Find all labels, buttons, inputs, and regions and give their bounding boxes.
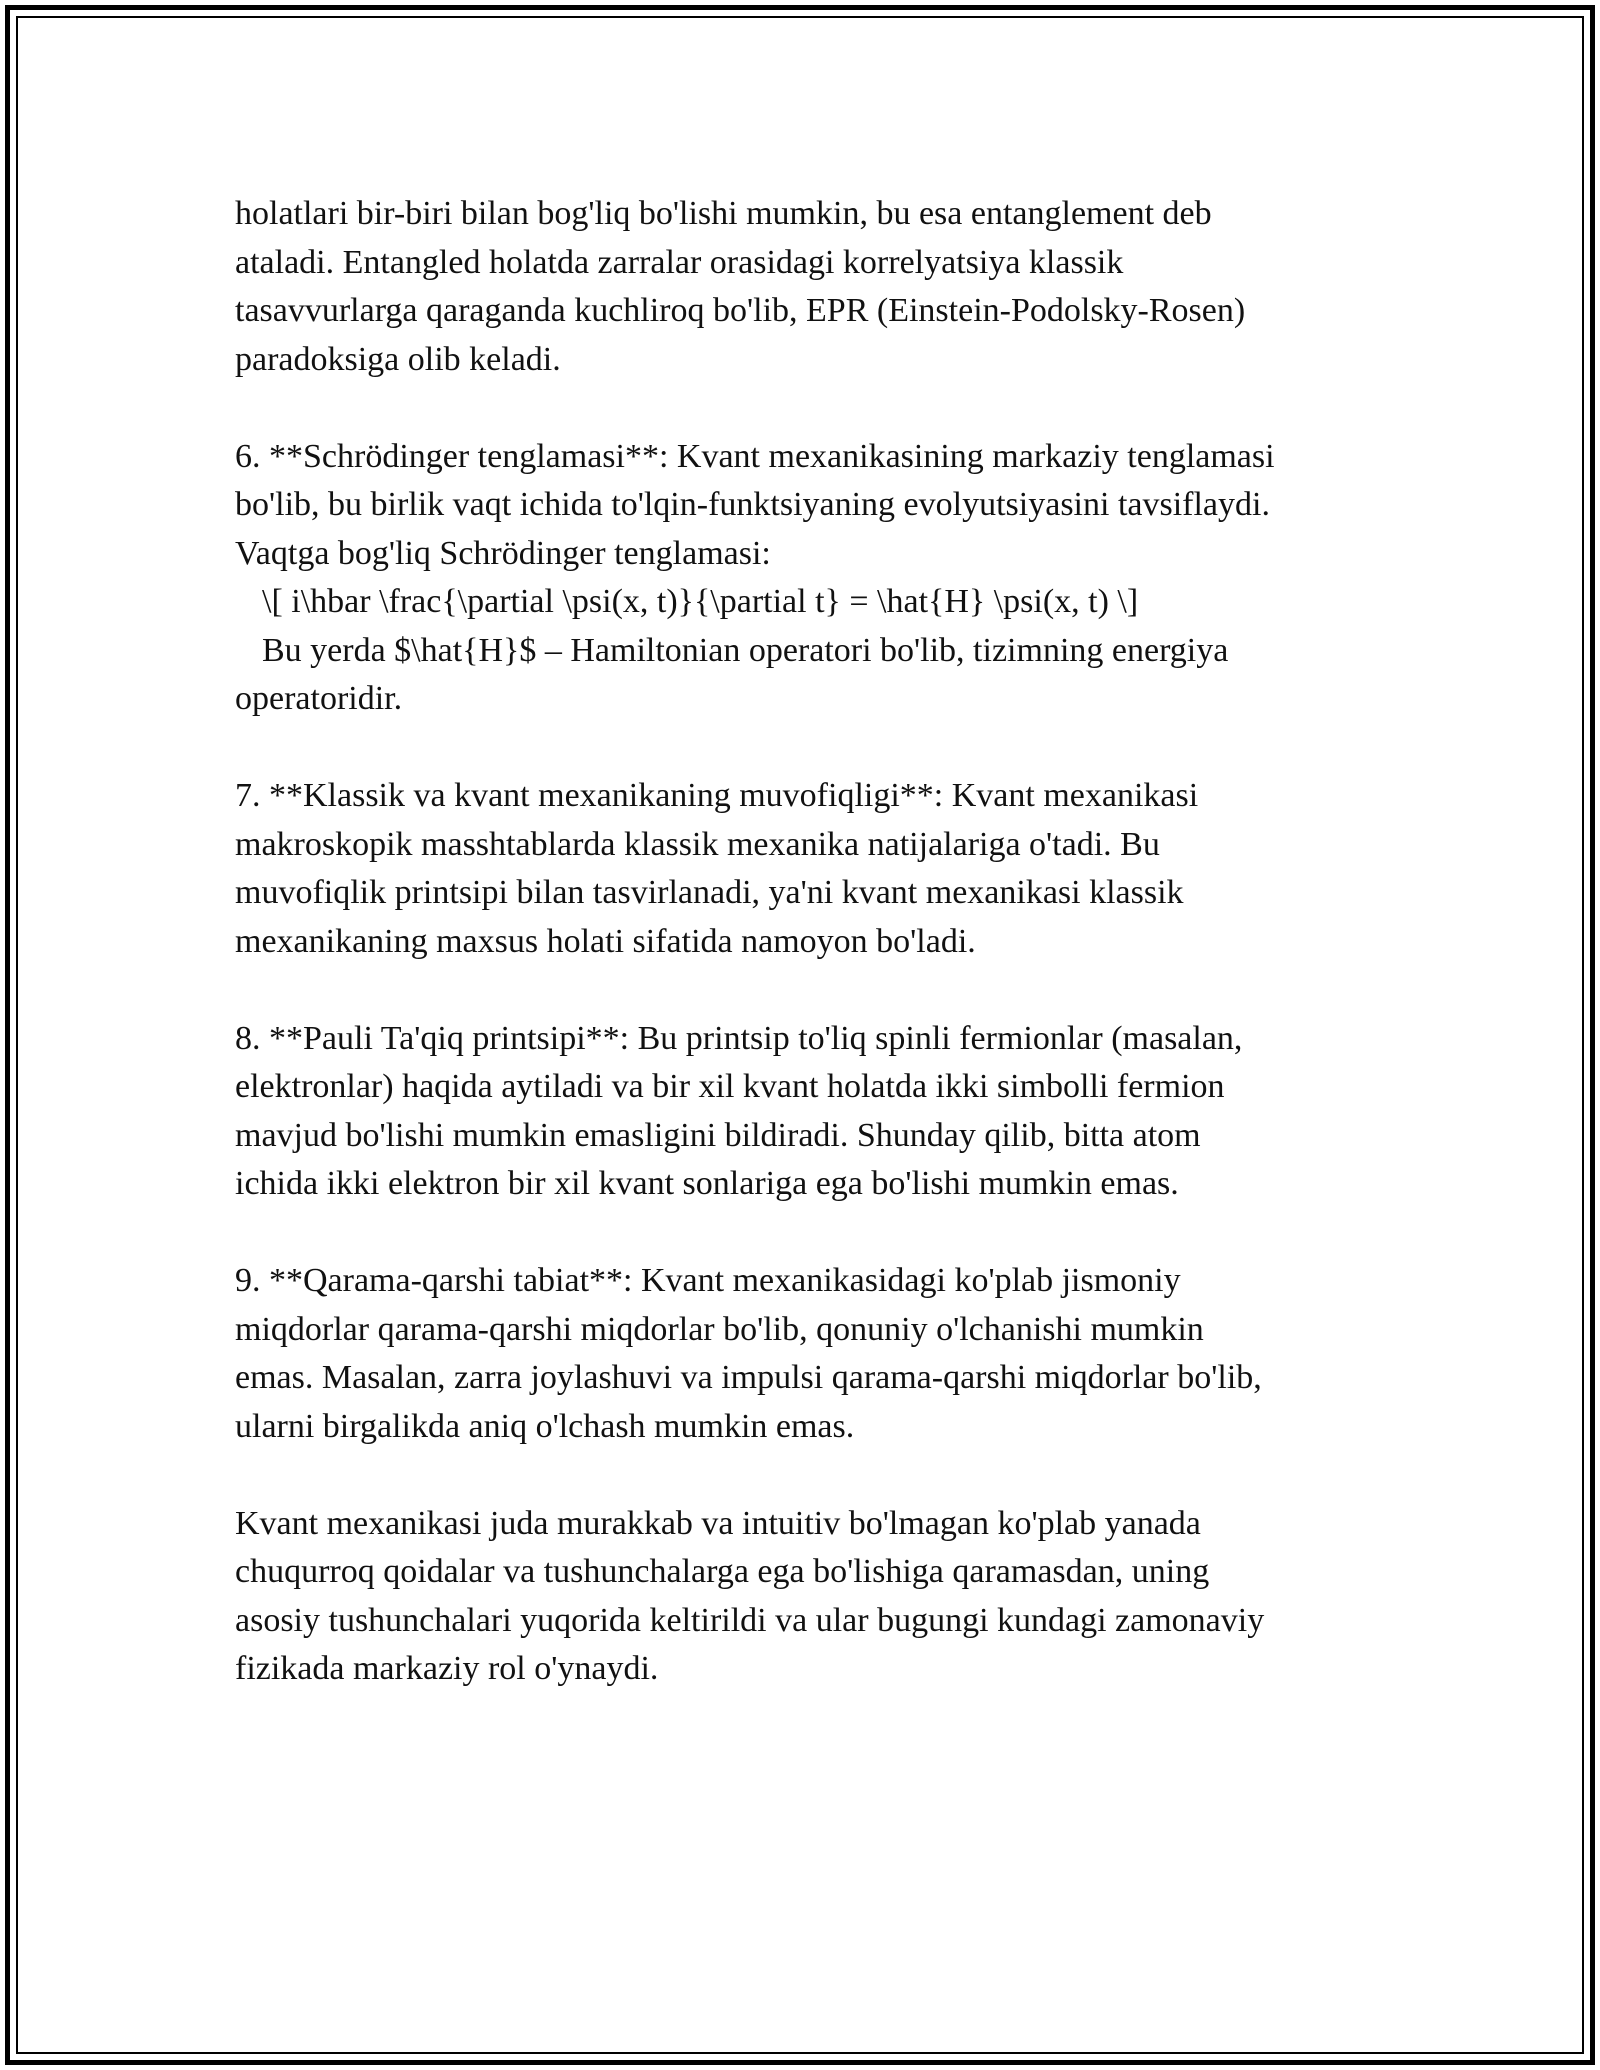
text-line: Kvant mexanikasi juda murakkab va intuitiv bo'lmagan ko'plab yanada bbox=[235, 1504, 1201, 1542]
paragraph-conclusion bbox=[235, 1500, 1375, 1694]
text-line: elektronlar) haqida aytiladi va bir xil kvant holatda ikki simbolli fermion bbox=[235, 1068, 1225, 1105]
text-line: holatlari bir-biri bilan bog'liq bo'lishi mumkin, bu esa entanglement deb bbox=[235, 195, 1212, 232]
text-line: bo'lib, bu birlik vaqt ichida to'lqin-funktsiyaning evolyutsiyasini tavsiflaydi. bbox=[235, 486, 1270, 523]
text-line: miqdorlar qarama-qarshi miqdorlar bo'lib, qonuniy o'lchanishi mumkin bbox=[235, 1310, 1204, 1348]
text-line: operatoridir. bbox=[235, 680, 403, 717]
text-line: 8. **Pauli Ta'qiq printsipi**: Bu printsip to'liq spinli fermionlar (masalan, bbox=[235, 1019, 1243, 1057]
text-line: muvofiqlik printsipi bilan tasvirlanadi, ya'ni kvant mexanikasi klassik bbox=[235, 874, 1184, 911]
paragraph-item-6-schrodinger bbox=[235, 433, 1375, 724]
text-line: fizikada markaziy rol o'ynaydi. bbox=[235, 1650, 659, 1687]
paragraph-item-9-complementarity bbox=[235, 1257, 1375, 1451]
text-line: Vaqtga bog'liq Schrödinger tenglamasi: bbox=[235, 534, 771, 572]
text-line: chuqurroq qoidalar va tushunchalarga ega bo'lishiga qaramasdan, uning bbox=[235, 1553, 1210, 1590]
paragraph-item-7-correspondence bbox=[235, 772, 1375, 966]
text-line: tasavvurlarga qaraganda kuchliroq bo'lib, EPR (Einstein-Podolsky-Rosen) bbox=[235, 292, 1246, 329]
text-line: 9. **Qarama-qarshi tabiat**: Kvant mexanikasidagi ko'plab jismoniy bbox=[235, 1262, 1181, 1299]
text-line: ataladi. Entangled holatda zarralar orasidagi korrelyatsiya klassik bbox=[235, 243, 1124, 281]
text-line: Bu yerda $\hat{H}$ – Hamiltonian operatori bo'lib, tizimning energiya bbox=[262, 631, 1229, 669]
text-line: asosiy tushunchalari yuqorida keltirildi va ular bugungi kundagi zamonaviy bbox=[235, 1601, 1265, 1639]
text-line: ularni birgalikda aniq o'lchash mumkin emas. bbox=[235, 1407, 855, 1445]
text-line: mexanikaning maxsus holati sifatida namoyon bo'ladi. bbox=[235, 922, 976, 960]
paragraph-item-8-pauli bbox=[235, 1015, 1375, 1209]
text-line: ichida ikki elektron bir xil kvant sonlariga ega bo'lishi mumkin emas. bbox=[235, 1165, 1179, 1202]
text-line: 6. **Schrödinger tenglamasi**: Kvant mexanikasining markaziy tenglamasi bbox=[235, 437, 1275, 475]
paragraph-entanglement bbox=[235, 190, 1375, 384]
text-line: emas. Masalan, zarra joylashuvi va impulsi qarama-qarshi miqdorlar bo'lib, bbox=[235, 1359, 1262, 1396]
text-line: makroskopik masshtablarda klassik mexanika natijalariga o'tadi. Bu bbox=[235, 825, 1160, 863]
text-line: mavjud bo'lishi mumkin emasligini bildiradi. Shunday qilib, bitta atom bbox=[235, 1116, 1201, 1154]
text-line: paradoksiga olib keladi. bbox=[235, 340, 561, 378]
document-body bbox=[235, 190, 1375, 1742]
text-line: 7. **Klassik va kvant mexanikaning muvofiqligi**: Kvant mexanikasi bbox=[235, 777, 1199, 814]
equation-line: \[ i\hbar \frac{\partial \psi(x, t)}{\partial t} = \hat{H} \psi(x, t) \] bbox=[262, 583, 1139, 620]
